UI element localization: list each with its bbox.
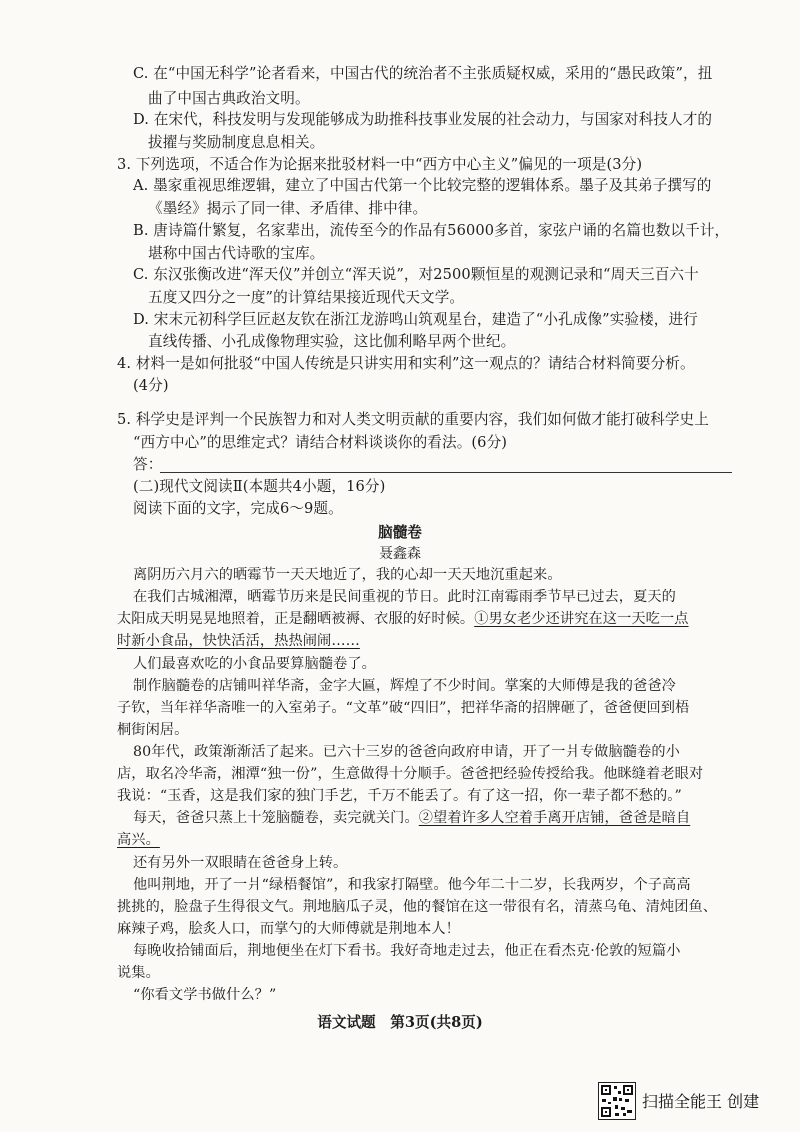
underlined-sentence-2-end: 高兴。 xyxy=(117,832,160,848)
underlined-sentence-1-start: ①男女老少还讲究在这一天吃一点 xyxy=(474,611,689,627)
story-author: 聂鑫森 xyxy=(379,546,421,562)
story-para-3: 人们最喜欢吃的小食品要算脑髓卷了。 xyxy=(133,656,376,672)
answer-line xyxy=(160,472,732,473)
story-para-8-line-2: 挑挑的，脸盘子生得很文气。荆地脑瓜子灵，他的餐馆在这一带很有名，清蒸乌龟、清炖团鱼、 xyxy=(117,899,718,915)
story-para-2-line-1: 在我们古城湘潭，晒霉节历来是民间重视的节日。此时江南霉雨季节早已过去，夏天的 xyxy=(133,589,676,605)
page-footer: 语文试题 第3页(共8页) xyxy=(317,1014,483,1031)
story-para-7: 还有另外一双眼睛在爸爸身上转。 xyxy=(133,855,348,871)
q3-option-d-line-1: D. 宋末元初科学巨匠赵友钦在浙江龙游鸣山筑观星台，建造了“小孔成像”实验楼，进行 xyxy=(133,311,698,328)
option-c-line-2: 曲了中国古典政治文明。 xyxy=(148,90,310,107)
story-para-4-line-3: 桐街闲居。 xyxy=(117,722,189,738)
story-para-2-line-2-text: 太阳成天明晃晃地照着，正是翻晒被褥、衣服的好时候。 xyxy=(117,611,475,627)
scanner-watermark: 扫描全能王 创建 xyxy=(642,1092,760,1111)
story-para-5-line-2: 店，取名冷华斋，湘潭“独一份”，生意做得十分顺手。爸爸把经验传授给我。他眯缝着老眼对 xyxy=(117,766,704,782)
question-5-line-1: 5. 科学史是评判一个民族智力和对人类文明贡献的重要内容，我们如何做才能打破科学史上 xyxy=(117,411,709,428)
q3-option-d-line-2: 直线传播、小孔成像物理实验，这比伽利略早两个世纪。 xyxy=(148,333,516,350)
reading-instruction: 阅读下面的文字，完成6～9题。 xyxy=(133,500,343,517)
underlined-sentence-1-end: 时新小食品，快快活活，热热闹闹…… xyxy=(117,633,360,649)
story-para-6-line-1 xyxy=(133,808,690,828)
story-para-10: “你看文学书做什么？” xyxy=(133,987,277,1003)
q3-option-b-line-2: 堪称中国古代诗歌的宝库。 xyxy=(148,245,325,262)
q3-option-c-line-1: C. 东汉张衡改进“浑天仪”并创立“浑天说”，对2500颗恒星的观测记录和“周天三百六十 xyxy=(133,266,699,283)
story-para-2-line-2 xyxy=(117,609,689,629)
story-para-9-line-1: 每晚收拾铺面后，荆地便坐在灯下看书。我好奇地走过去，他正在看杰克·伦敦的短篇小 xyxy=(133,943,681,959)
story-para-5-line-3: 我说：“玉香，这是我们家的独门手艺，千万不能丢了。有了这一招，你一辈子都不愁的。” xyxy=(117,788,682,804)
question-5-line-2: “西方中心”的思维定式？请结合材料谈谈你的看法。(6分) xyxy=(133,434,508,451)
question-4: 4. 材料一是如何批驳“中国人传统是只讲实用和实利”这一观点的？请结合材料简要分析。 xyxy=(117,355,695,372)
story-para-1: 离阴历六月六的晒霉节一天天地近了，我的心却一天天地沉重起来。 xyxy=(133,567,562,583)
answer-label: 答： xyxy=(133,456,163,473)
section-heading: (二)现代文阅读Ⅱ(本题共4小题，16分) xyxy=(133,478,386,495)
story-para-4-line-2: 子钦，当年祥华斋唯一的入室弟子。“文革”破“四旧”，把祥华斋的招牌砸了，爸爸便回到梧 xyxy=(117,700,690,716)
underlined-sentence-2-start: ②望着许多人空着手离开店铺，爸爸是暗自 xyxy=(418,810,691,826)
q3-option-a-line-2: 《墨经》揭示了同一律、矛盾律、排中律。 xyxy=(148,200,428,217)
q3-option-a-line-1: A. 墨家重视思维逻辑，建立了中国古代第一个比较完整的逻辑体系。墨子及其弟子撰写的 xyxy=(133,177,712,194)
story-para-9-line-2: 说集。 xyxy=(117,965,160,981)
question-3: 3. 下列选项，不适合作为论据来批驳材料一中“西方中心主义”偏见的一项是(3分) xyxy=(117,156,643,173)
option-d-line-1: D. 在宋代，科技发明与发现能够成为助推科技事业发展的社会动力，与国家对科技人才的 xyxy=(133,111,713,128)
story-para-8-line-3: 麻辣子鸡，脍炙人口，而掌勺的大师傅就是荆地本人！ xyxy=(117,921,460,937)
option-c-line-1: C. 在“中国无科学”论者看来，中国古代的统治者不主张质疑权威，采用的“愚民政策”，扭 xyxy=(133,65,713,82)
story-para-4-line-1: 制作脑髓卷的店铺叫祥华斋，金字大匾，辉煌了不少时间。掌案的大师傅是我的爸爸冷 xyxy=(133,678,676,694)
q3-option-c-line-2: 五度又四分之一度”的计算结果接近现代天文学。 xyxy=(148,289,465,306)
q3-option-b-line-1: B. 唐诗篇什繁复，名家辈出，流传至今的作品有56000多首，家弦户诵的名篇也数以千计， xyxy=(133,222,730,239)
story-para-6-text: 每天，爸爸只蒸上十笼脑髓卷，卖完就关门。 xyxy=(133,810,419,826)
story-para-5-line-1: 80年代，政策渐渐活了起来。已六十三岁的爸爸向政府申请，开了一爿专做脑髓卷的小 xyxy=(133,744,680,760)
story-title: 脑髓卷 xyxy=(378,524,422,541)
option-d-line-2: 拔擢与奖励制度息息相关。 xyxy=(148,134,325,151)
question-4-score: (4分) xyxy=(133,377,169,394)
story-para-8-line-1: 他叫荆地，开了一爿“绿梧餐馆”，和我家打隔壁。他今年二十二岁，长我两岁，个子高高 xyxy=(133,877,691,893)
qr-code-icon xyxy=(598,1082,636,1120)
